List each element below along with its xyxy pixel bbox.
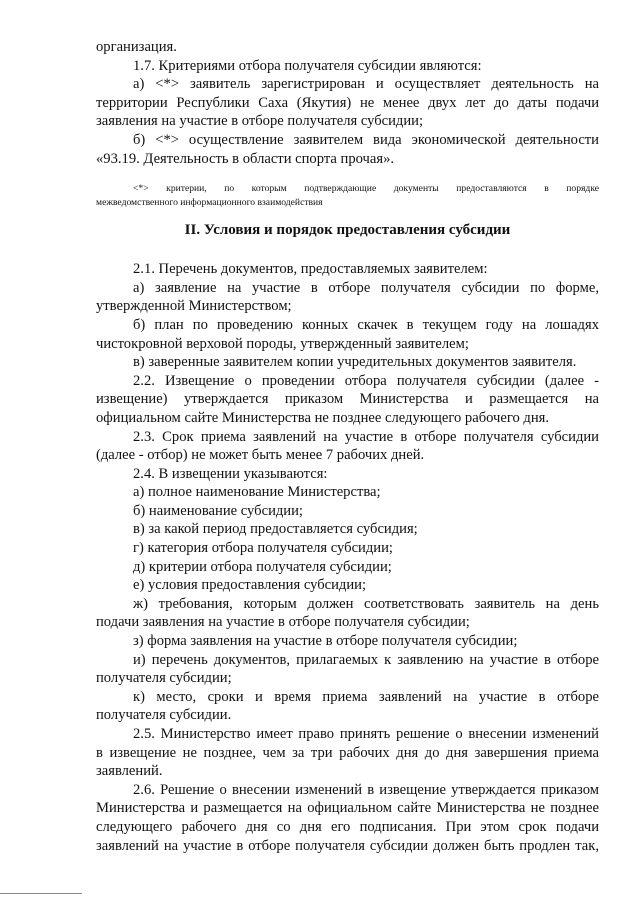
- text-line: официальном сайте Министерства не позднее следующего рабочего дня.: [96, 409, 550, 426]
- text-line: з) форма заявления на участие в отборе получателя субсидии;: [133, 633, 518, 650]
- text-line: 2.4. В извещении указываются:: [133, 465, 328, 482]
- text-line: ж) требования, которым должен соответствовать заявитель на день: [133, 595, 599, 612]
- text-line: а) заявление на участие в отборе получателя субсидии по форме,: [133, 279, 599, 296]
- section-title: II. Условия и порядок предоставления субсидии: [184, 222, 511, 239]
- text-line: Министерства и размещается на официальном сайте Министерства не позднее: [96, 800, 599, 817]
- text-line: 2.5. Министерство имеет право принять решение о внесении изменений: [133, 726, 599, 742]
- text-line: извещение) утверждается приказом Министерства и размещается на: [96, 391, 599, 408]
- footnote: [96, 182, 599, 210]
- text-line: получателя субсидии.: [96, 707, 232, 724]
- text-line: чистокровной верховой породы, утвержденный заявителем;: [96, 335, 469, 352]
- text-line: 2.2. Извещение о проведении отбора получателя субсидии (далее -: [133, 372, 599, 389]
- text-line: 2.1. Перечень документов, предоставляемых заявителем:: [133, 261, 488, 278]
- text-line: «93.19. Деятельность в области спорта прочая».: [96, 150, 395, 167]
- text-line: в) за какой период предоставляется субсидия;: [133, 521, 418, 538]
- text-line: к) место, сроки и время приема заявлений на участие в отборе: [133, 688, 599, 705]
- text-line: д) критерии отбора получателя субсидии;: [133, 558, 392, 575]
- footnote-line: <*> критерии, по которым подтверждающие документы предоставляются в порядке: [133, 183, 599, 195]
- text-line: заявлений.: [96, 763, 163, 780]
- text-line: в) заверенные заявителем копии учредительных документов заявителя.: [133, 354, 577, 371]
- criteria-paragraphs: [96, 38, 599, 168]
- document-page: [96, 38, 599, 855]
- text-line: а) полное наименование Министерства;: [133, 484, 381, 501]
- text-line: а) <*> заявитель зарегистрирован и осуществляет деятельность на: [133, 76, 599, 93]
- footnote-line: межведомственного информационного взаимодействия: [96, 197, 323, 209]
- text-line: б) <*> осуществление заявителем вида экономической деятельности: [133, 131, 599, 148]
- text-line: (далее - отбор) не может быть менее 7 рабочих дней.: [96, 447, 425, 464]
- scan-edge-line: [0, 893, 82, 894]
- text-line: 2.3. Срок приема заявлений на участие в отборе получателя субсидии: [133, 428, 599, 445]
- text-line: б) план по проведению конных скачек в текущем году на лошадях: [133, 316, 599, 333]
- text-line: заявления на участие в отборе получателя субсидии;: [96, 113, 424, 130]
- text-line: заявлений на участие в отборе получателя субсидии должен быть продлен так,: [96, 837, 599, 854]
- text-line: е) условия предоставления субсидии;: [133, 577, 367, 594]
- text-line: в извещение не позднее, чем за три рабочих дня до дня завершения приема: [96, 744, 599, 761]
- text-line: подачи заявления на участие в отборе получателя субсидии;: [96, 614, 470, 631]
- text-line: 1.7. Критериями отбора получателя субсидии являются:: [133, 57, 482, 74]
- section-body: [96, 260, 599, 855]
- text-line: организация.: [96, 39, 177, 55]
- text-line: 2.6. Решение о внесении изменений в извещение утверждается приказом: [133, 781, 599, 798]
- text-line: б) наименование субсидии;: [133, 502, 303, 519]
- text-line: получателя субсидии;: [96, 670, 232, 687]
- text-line: следующего рабочего дня со дня его подписания. При этом срок подачи: [96, 818, 599, 835]
- text-line: утвержденной Министерством;: [96, 298, 292, 315]
- text-line: г) категория отбора получателя субсидии;: [133, 540, 393, 557]
- text-line: территории Республики Саха (Якутия) не менее двух лет до даты подачи: [96, 94, 599, 111]
- text-line: и) перечень документов, прилагаемых к заявлению на участие в отборе: [133, 651, 599, 668]
